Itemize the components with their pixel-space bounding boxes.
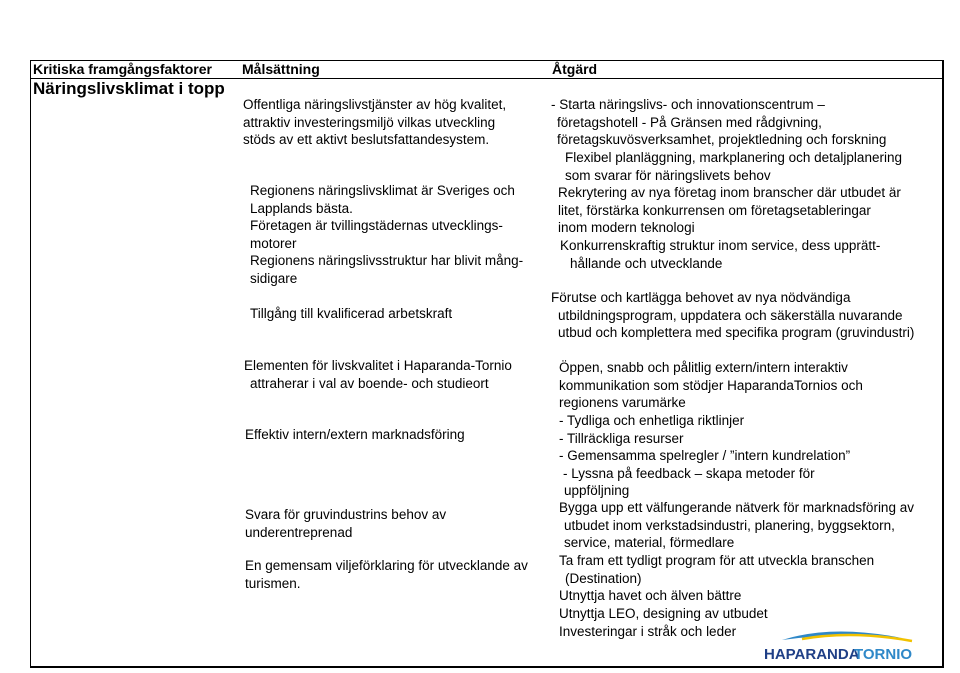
action-education-programs: Förutse och kartlägga behovet av nya nödvändiga utbildningsprogram, uppdatera och säkerställa nuvarande utbud och komplettera med specifika program (gruvindustri) [551, 290, 915, 340]
haparandatornio-logo [762, 628, 922, 666]
header-critical-factors: Kritiska framgångsfaktorer [33, 61, 212, 77]
goal-skilled-workforce: Tillgång till kvalificerad arbetskraft [250, 306, 453, 321]
goal-public-services: Offentliga näringslivstjänster av hög kvalitet, attraktiv investeringsmiljö vilkas utveckling stöds av ett aktivt beslutsfattandesystem. [243, 97, 507, 147]
goal-mining-subcontracting: Svara för gruvindustrins behov av underentreprenad [245, 507, 447, 540]
action-flexible-planning: Flexibel planläggning, markplanering och detaljplanering som svarar för näringslivets behov [565, 150, 902, 183]
action-recruitment: Rekrytering av nya företag inom branscher där utbudet är litet, förstärka konkurrensen om företagsetableringar inom modern teknologi [558, 185, 901, 235]
action-marketing-network: Bygga upp ett välfungerande nätverk för marknadsföring av utbudet inom verkstadsindustri, planering, byggsektorn, service, material, förmedlare [559, 500, 914, 550]
action-innovation-centre: - Starta näringslivs- och innovationscentrum – företagshotell - På Gränsen med rådgivning, företagskuvösverksamhet, projektledning och forskning [551, 97, 887, 147]
svg-text:TORNIO: TORNIO [854, 646, 913, 663]
goal-business-climate: Regionens näringslivsklimat är Sveriges och Lapplands bästa. [250, 183, 515, 216]
header-actions: Åtgärd [552, 61, 598, 77]
goal-tourism: En gemensam viljeförklaring för utvecklande av turismen. [245, 558, 528, 591]
action-communication: Öppen, snabb och pålitlig extern/intern interaktiv kommunikation som stödjer HaparandaTornios och regionens varumärke [559, 360, 863, 410]
goal-diverse-structure: Regionens näringslivsstruktur har blivit mång- sidigare [250, 253, 524, 286]
action-sea-river: Utnyttja havet och älven bättre [559, 588, 742, 603]
goal-marketing: Effektiv intern/extern marknadsföring [245, 427, 465, 442]
action-destination-program: Ta fram ett tydligt program för att utveckla branschen (Destination) [559, 553, 875, 586]
goal-quality-of-life: Elementen för livskvalitet i Haparanda-Tornio attraherar i val av boende- och studieort [244, 358, 512, 391]
goal-companies-engines: Företagen är tvillingstädernas utvecklings- motorer [250, 218, 503, 251]
action-guidelines-list: - Tydliga och enhetliga riktlinjer - Tillräckliga resurser - Gemensamma spelregler / ”intern kundrelation” - Lyssna på feedback – skapa metoder för uppföljning [559, 413, 851, 498]
header-goals: Målsättning [242, 61, 320, 77]
action-leo-design: Utnyttja LEO, designing av utbudet [559, 606, 768, 621]
svg-text:HAPARANDA: HAPARANDA [764, 646, 860, 663]
section-title: Näringslivsklimat i topp [33, 79, 225, 98]
action-service-structure: Konkurrenskraftig struktur inom service, dess upprätt- hållande och utvecklande [560, 238, 881, 271]
action-trails: Investeringar i stråk och leder [559, 624, 737, 639]
